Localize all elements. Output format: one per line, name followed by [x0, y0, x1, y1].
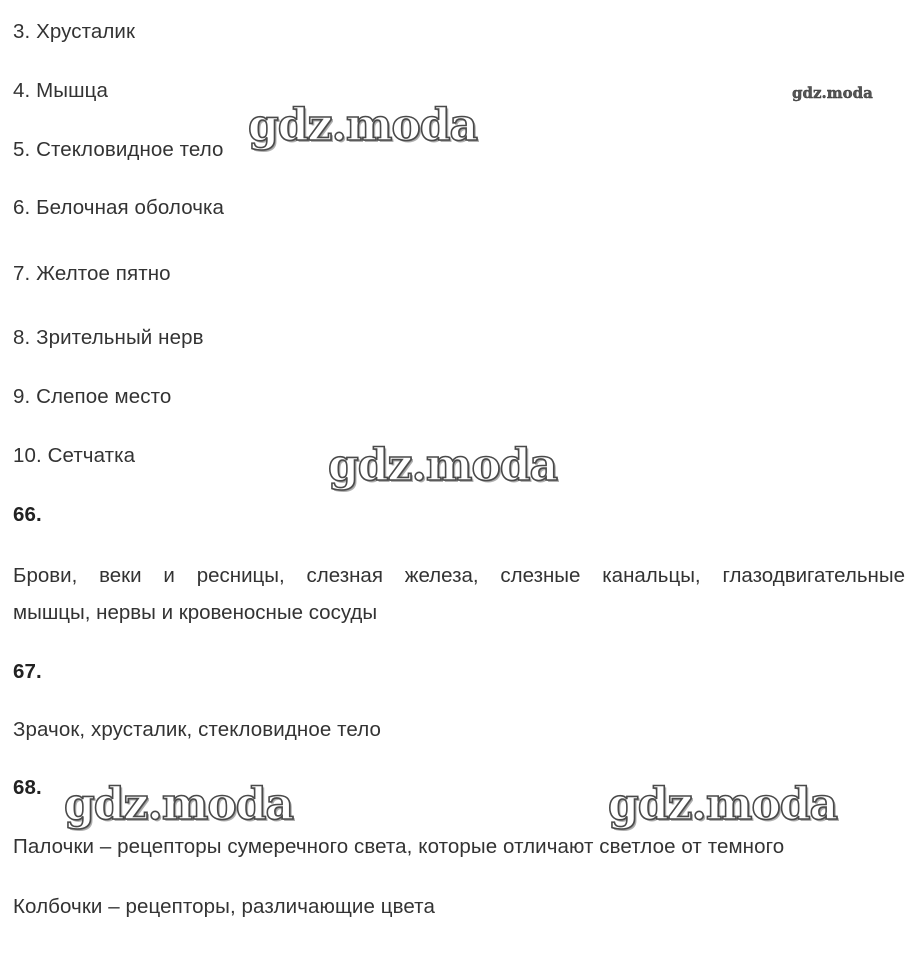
list-item-6: 6. Белочная оболочка [13, 196, 225, 219]
answer-68-rods: Палочки – рецепторы сумеречного света, которые отличают светлое от темного [13, 835, 785, 858]
list-item-9: 9. Слепое место [13, 385, 172, 408]
question-number-68: 68. [13, 776, 42, 799]
answer-68-cones: Колбочки – рецепторы, различающие цвета [13, 895, 435, 918]
watermark-4: gdz.moda [608, 779, 838, 830]
question-number-67: 67. [13, 660, 42, 683]
answer-66-line-2: мышцы, нервы и кровеносные сосуды [13, 601, 378, 624]
answer-66 [13, 557, 905, 631]
list-item-4: 4. Мышца [13, 79, 108, 102]
watermark-2: gdz.moda [328, 440, 558, 491]
answer-66-line-1: Брови, веки и ресницы, слезная железа, слезные канальцы, глазодвигательные [13, 564, 905, 587]
watermark-1: gdz.moda [248, 100, 478, 151]
list-item-10: 10. Сетчатка [13, 444, 136, 467]
answer-67: Зрачок, хрусталик, стекловидное тело [13, 718, 381, 741]
list-item-8: 8. Зрительный нерв [13, 326, 204, 349]
watermark-small: gdz.moda [792, 84, 873, 102]
watermark-3: gdz.moda [64, 779, 294, 830]
list-item-5: 5. Стекловидное тело [13, 138, 224, 161]
list-item-3: 3. Хрусталик [13, 20, 136, 43]
list-item-7: 7. Желтое пятно [13, 262, 171, 285]
question-number-66: 66. [13, 503, 42, 526]
